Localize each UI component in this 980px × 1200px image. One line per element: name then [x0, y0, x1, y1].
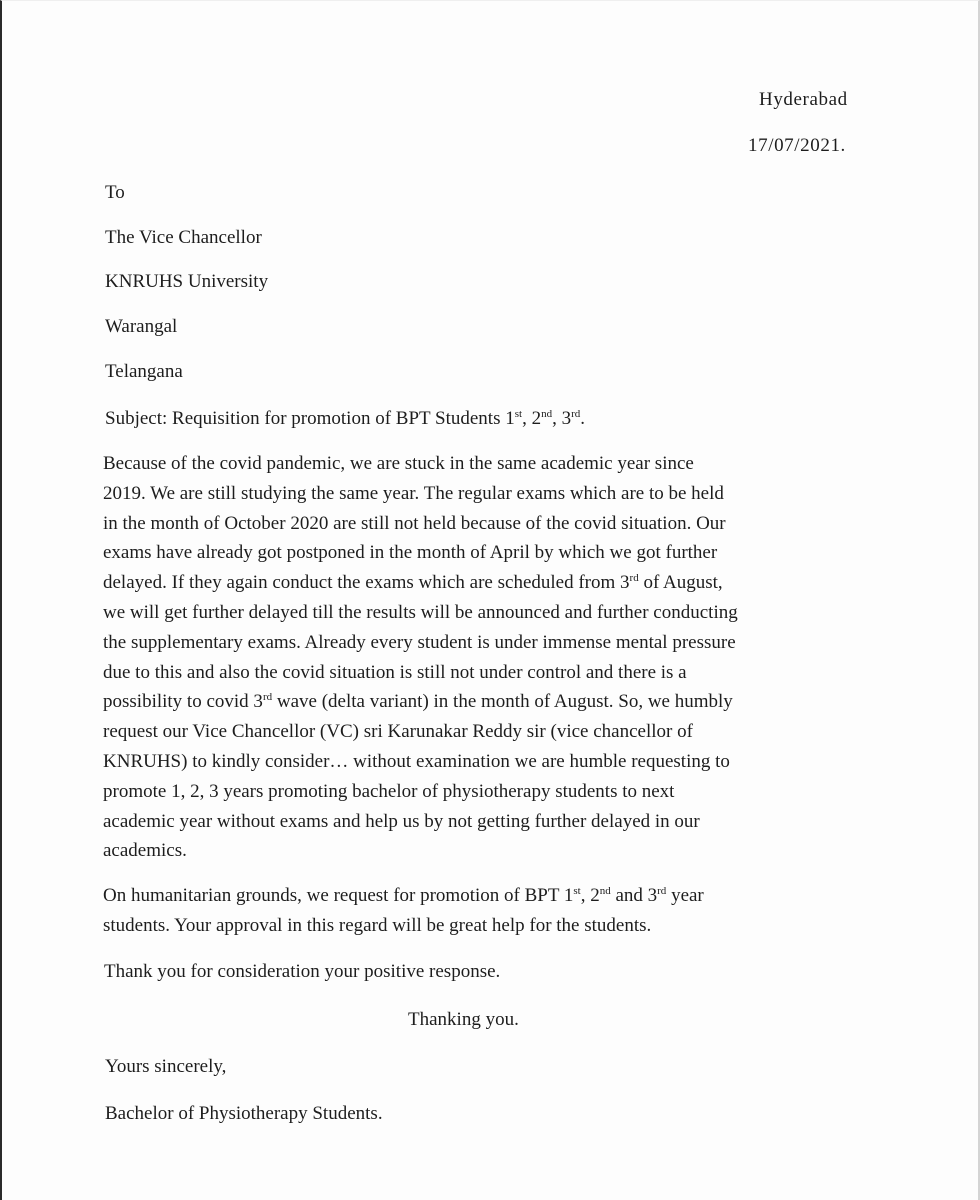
- subject-line: [105, 408, 585, 430]
- body-line: exams have already got postponed in the month of April by which we got further: [103, 542, 718, 564]
- body-line: [103, 881, 873, 911]
- body-line: academic year without exams and help us by not getting further delayed in our: [103, 810, 700, 832]
- body-text: , 2: [580, 885, 600, 906]
- recipient-city: Warangal: [105, 316, 178, 337]
- body-text: year: [666, 885, 704, 906]
- body-line: KNRUHS) to kindly consider… without examination we are humble requesting to: [103, 750, 730, 772]
- thanking-you: Thanking you.: [408, 1009, 519, 1030]
- body-line: 2019. We are still studying the same year. The regular exams which are to be held: [103, 482, 724, 504]
- body-line: due to this and also the covid situation is still not under control and there is a: [103, 661, 687, 683]
- body-line: the supplementary exams. Already every student is under immense mental pressure: [103, 631, 736, 653]
- recipient-title: The Vice Chancellor: [105, 227, 262, 248]
- subject-text: , 3: [552, 408, 572, 429]
- body-text: wave (delta variant) in the month of August. So, we humbly: [272, 691, 733, 713]
- body-text: possibility to covid 3: [103, 691, 263, 713]
- superscript: st: [573, 885, 581, 897]
- closing: Yours sincerely,: [105, 1056, 227, 1077]
- letter-date: 17/07/2021.: [748, 135, 846, 156]
- body-text: delayed. If they again conduct the exams which are scheduled from 3: [103, 572, 630, 594]
- superscript: nd: [541, 408, 553, 420]
- body-line: we will get further delayed till the results will be announced and further conducting: [103, 601, 738, 623]
- body-text: of August,: [638, 572, 723, 594]
- superscript: rd: [262, 691, 273, 704]
- subject-text: .: [580, 408, 585, 429]
- humanitarian-paragraph: [103, 881, 873, 941]
- signature: Bachelor of Physiotherapy Students.: [105, 1103, 383, 1124]
- recipient-to: To: [105, 182, 125, 203]
- body-text: and 3: [610, 885, 658, 906]
- superscript: rd: [629, 572, 639, 585]
- superscript: nd: [599, 885, 611, 897]
- body-line: [103, 687, 873, 717]
- body-line: academics.: [103, 840, 187, 862]
- superscript: st: [514, 408, 523, 420]
- superscript: rd: [657, 885, 667, 897]
- body-line: in the month of October 2020 are still not held because of the covid situation. Our: [103, 512, 726, 534]
- subject-text: Subject: Requisition for promotion of BPT Students 1: [105, 408, 515, 429]
- body-paragraph: [103, 449, 873, 866]
- body-line: request our Vice Chancellor (VC) sri Karunakar Reddy sir (vice chancellor of: [103, 721, 693, 743]
- thanks-line: Thank you for consideration your positive response.: [104, 961, 501, 982]
- recipient-university: KNRUHS University: [105, 271, 269, 292]
- subject-text: , 2: [522, 408, 542, 429]
- body-line: [103, 568, 873, 598]
- recipient-state: Telangana: [105, 361, 183, 382]
- body-line: Because of the covid pandemic, we are stuck in the same academic year since: [103, 453, 694, 474]
- body-text: On humanitarian grounds, we request for promotion of BPT 1: [103, 885, 574, 906]
- body-line: students. Your approval in this regard will be great help for the students.: [103, 914, 652, 936]
- letter-place: Hyderabad: [759, 89, 848, 110]
- body-line: promote 1, 2, 3 years promoting bachelor of physiotherapy students to next: [103, 780, 675, 802]
- superscript: rd: [571, 408, 581, 420]
